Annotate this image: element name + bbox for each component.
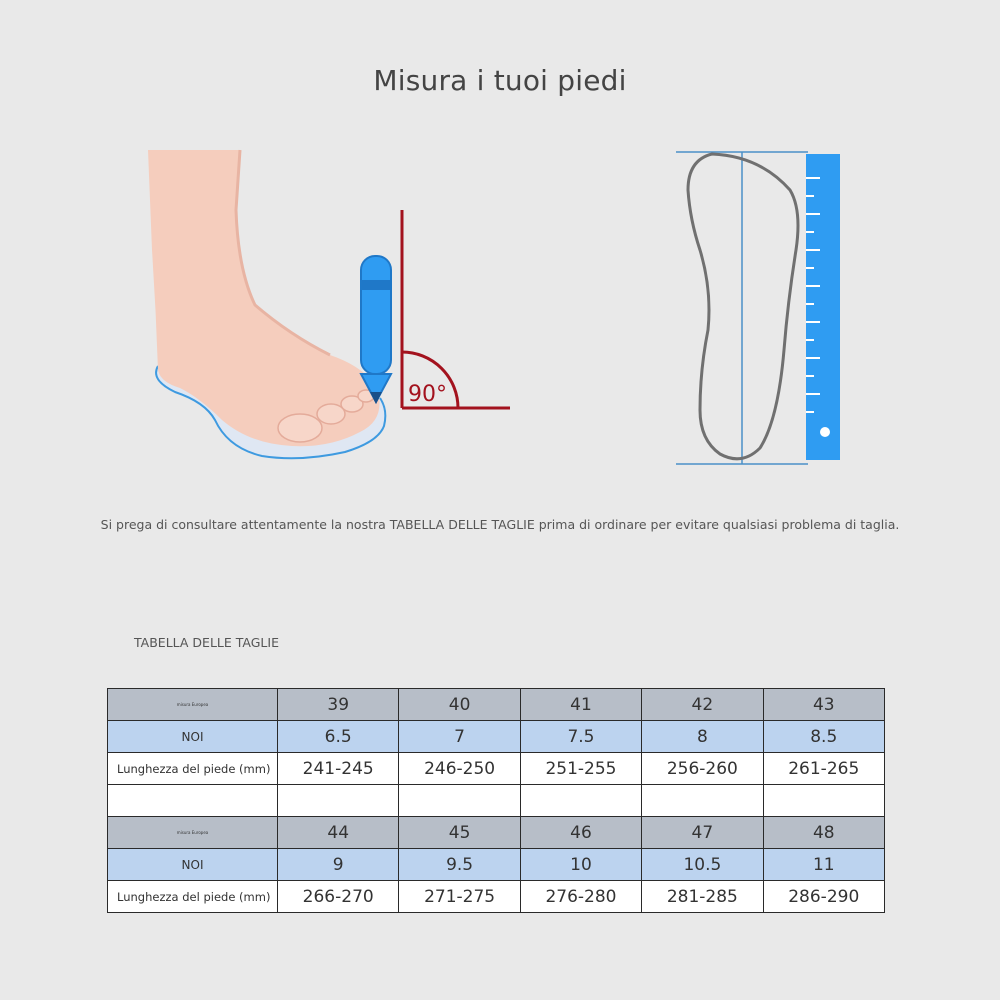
- empty-cell: [399, 785, 520, 817]
- eu-size-cell: 42: [642, 689, 763, 721]
- us-size-cell: 6.5: [278, 721, 399, 753]
- us-size-cell: 11: [763, 849, 884, 881]
- us-label: NOI: [108, 721, 278, 753]
- length-cell: 266-270: [278, 881, 399, 913]
- table-row-us: [108, 849, 885, 881]
- table-row-length: [108, 881, 885, 913]
- empty-cell: [642, 785, 763, 817]
- size-chart-notice: Si prega di consultare attentamente la nostra TABELLA DELLE TAGLIE prima di ordinare per evitare qualsiasi problema di taglia.: [100, 517, 900, 532]
- length-cell: 286-290: [763, 881, 884, 913]
- table-row-spacer: [108, 785, 885, 817]
- us-size-cell: 8.5: [763, 721, 884, 753]
- us-size-cell: 10.5: [642, 849, 763, 881]
- us-label: NOI: [108, 849, 278, 881]
- length-label: Lunghezza del piede (mm): [108, 881, 278, 913]
- length-label: Lunghezza del piede (mm): [108, 753, 278, 785]
- eu-size-cell: 46: [520, 817, 641, 849]
- length-cell: 241-245: [278, 753, 399, 785]
- us-size-cell: 9: [278, 849, 399, 881]
- length-cell: 251-255: [520, 753, 641, 785]
- measuring-illustration: [0, 130, 1000, 490]
- ruler-icon: [806, 154, 840, 460]
- empty-cell: [278, 785, 399, 817]
- eu-size-cell: 40: [399, 689, 520, 721]
- foot-icon: [148, 150, 380, 446]
- us-size-cell: 9.5: [399, 849, 520, 881]
- table-row-eu: [108, 689, 885, 721]
- eu-label: misura Europea: [108, 817, 278, 849]
- empty-cell: [108, 785, 278, 817]
- page-title: Misura i tuoi piedi: [373, 64, 627, 97]
- table-row-length: [108, 753, 885, 785]
- length-cell: 246-250: [399, 753, 520, 785]
- pencil-icon: [361, 256, 391, 404]
- length-cell: 271-275: [399, 881, 520, 913]
- us-size-cell: 7: [399, 721, 520, 753]
- eu-size-cell: 48: [763, 817, 884, 849]
- eu-size-cell: 39: [278, 689, 399, 721]
- us-size-cell: 8: [642, 721, 763, 753]
- eu-label: misura Europea: [108, 689, 278, 721]
- empty-cell: [520, 785, 641, 817]
- us-size-cell: 7.5: [520, 721, 641, 753]
- eu-size-cell: 44: [278, 817, 399, 849]
- right-angle-icon: [402, 210, 510, 408]
- size-table: [107, 688, 885, 913]
- eu-size-cell: 45: [399, 817, 520, 849]
- us-size-cell: 10: [520, 849, 641, 881]
- foot-outline-icon: [676, 152, 808, 464]
- length-cell: 281-285: [642, 881, 763, 913]
- table-caption: TABELLA DELLE TAGLIE: [134, 635, 279, 650]
- angle-label: 90°: [408, 382, 447, 407]
- eu-size-cell: 47: [642, 817, 763, 849]
- table-row-us: [108, 721, 885, 753]
- table-row-eu: [108, 817, 885, 849]
- empty-cell: [763, 785, 884, 817]
- eu-size-cell: 41: [520, 689, 641, 721]
- length-cell: 261-265: [763, 753, 884, 785]
- length-cell: 256-260: [642, 753, 763, 785]
- length-cell: 276-280: [520, 881, 641, 913]
- eu-size-cell: 43: [763, 689, 884, 721]
